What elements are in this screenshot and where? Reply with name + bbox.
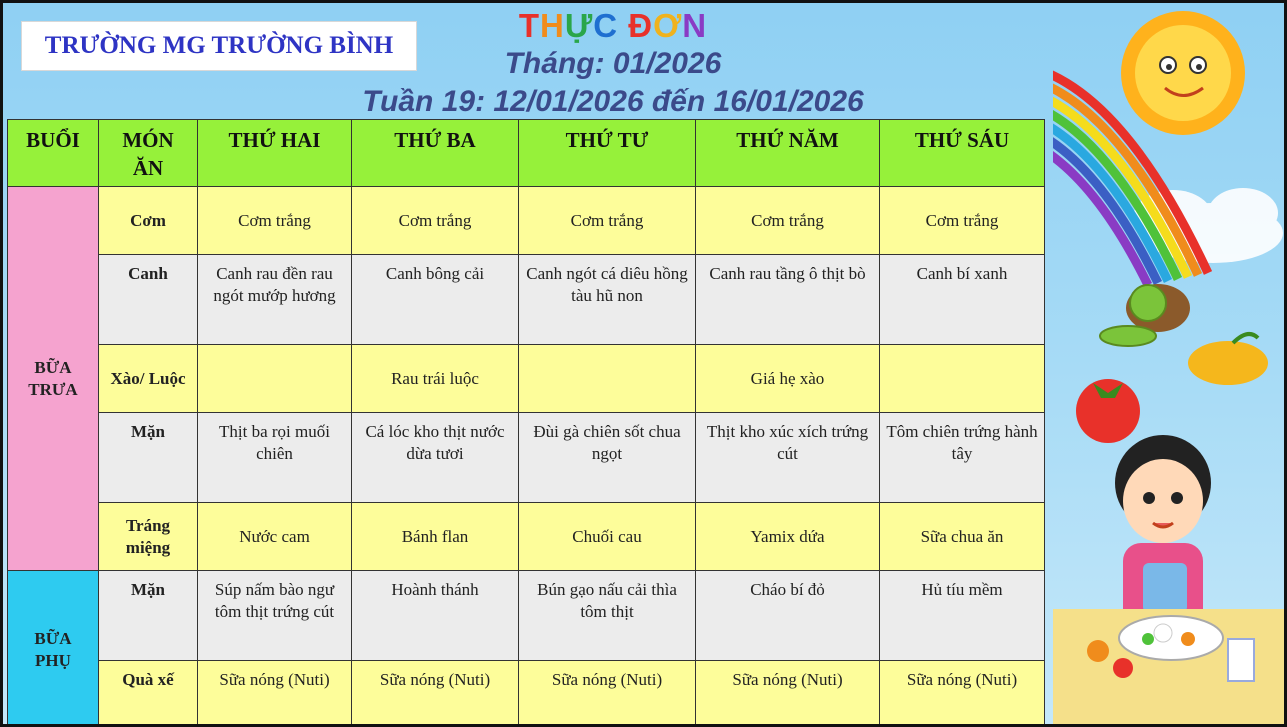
menu-cell: Sữa nóng (Nuti) (696, 661, 880, 727)
table-row (8, 345, 1045, 413)
table-row (8, 503, 1045, 571)
menu-cell: Hoành thánh (352, 571, 519, 661)
kiwi-icon (1100, 284, 1190, 346)
table-row (8, 187, 1045, 255)
menu-title (423, 7, 803, 45)
menu-cell: Chuối cau (519, 503, 696, 571)
menu-cell: Bún gạo nấu cải thìa tôm thịt (519, 571, 696, 661)
milk-glass-icon (1228, 639, 1254, 681)
day-thursday: THỨ NĂM (696, 120, 880, 187)
menu-cell: Cháo bí đỏ (696, 571, 880, 661)
menu-cell: Canh rau đền rau ngót mướp hương (198, 255, 352, 345)
menu-cell: Cơm trắng (519, 187, 696, 255)
menu-cell: Canh bông cải (352, 255, 519, 345)
menu-cell: Đùi gà chiên sốt chua ngọt (519, 413, 696, 503)
menu-cell: Hủ tíu mềm (880, 571, 1045, 661)
menu-cell: Cơm trắng (198, 187, 352, 255)
mango-icon (1188, 334, 1268, 385)
menu-table (7, 119, 1045, 727)
decoration-panel (1053, 3, 1287, 727)
dish-name: Tráng miệng (99, 503, 198, 571)
day-wednesday: THỨ TƯ (519, 120, 696, 187)
menu-cell: Thịt ba rọi muối chiên (198, 413, 352, 503)
food-plate-icon (1119, 616, 1223, 660)
title-letter: Ơ (653, 7, 683, 44)
title-letter: T (518, 7, 541, 44)
menu-cell (880, 345, 1045, 413)
title-letter (618, 7, 628, 45)
menu-cell: Canh rau tầng ô thịt bò (696, 255, 880, 345)
day-friday: THỨ SÁU (880, 120, 1045, 187)
menu-cell: Bánh flan (352, 503, 519, 571)
dish-name: Cơm (99, 187, 198, 255)
snack-label-line2: PHỤ (35, 650, 71, 670)
title-letter: Đ (628, 7, 654, 44)
menu-cell: Sữa chua ăn (880, 503, 1045, 571)
menu-cell: Nước cam (198, 503, 352, 571)
table-row (8, 661, 1045, 727)
menu-cell: Sữa nóng (Nuti) (352, 661, 519, 727)
col-session-header: BUỔI (8, 120, 99, 187)
lunch-label-line1: BỮA (34, 357, 72, 377)
day-tuesday: THỨ BA (352, 120, 519, 187)
menu-cell: Cơm trắng (880, 187, 1045, 255)
menu-cell: Sữa nóng (Nuti) (519, 661, 696, 727)
school-name: TRƯỜNG MG TRƯỜNG BÌNH (21, 21, 417, 71)
menu-cell: Sữa nóng (Nuti) (880, 661, 1045, 727)
menu-cell (198, 345, 352, 413)
menu-cell (519, 345, 696, 413)
table-row (8, 571, 1045, 661)
day-monday: THỨ HAI (198, 120, 352, 187)
title-letter: N (682, 7, 708, 44)
title-letter: Ự (564, 7, 594, 44)
menu-cell: Sữa nóng (Nuti) (198, 661, 352, 727)
lunch-label-line2: TRƯA (28, 379, 78, 399)
menu-cell: Canh bí xanh (880, 255, 1045, 345)
snack-label (8, 571, 99, 727)
dish-name: Mặn (99, 571, 198, 661)
dish-name: Xào/ Luộc (99, 345, 198, 413)
dish-name: Mặn (99, 413, 198, 503)
snack-label-line1: BỮA (34, 628, 72, 648)
dish-name: Quà xế (99, 661, 198, 727)
title-letter: H (540, 7, 565, 44)
sun-icon (1121, 11, 1245, 135)
dish-name: Canh (99, 255, 198, 345)
menu-cell: Cơm trắng (696, 187, 880, 255)
menu-cell: Giá hẹ xào (696, 345, 880, 413)
table-row (8, 413, 1045, 503)
week-label: Tuần 19: 12/01/2026 đến 16/01/2026 (362, 85, 864, 118)
menu-cell: Thịt kho xúc xích trứng cút (696, 413, 880, 503)
menu-cell: Tôm chiên trứng hành tây (880, 413, 1045, 503)
header-row (8, 120, 1045, 187)
col-dish-line1: MÓN (122, 128, 174, 152)
menu-cell: Cá lóc kho thịt nước dừa tươi (352, 413, 519, 503)
lunch-label (8, 187, 99, 571)
month-label: Tháng: 01/2026 (504, 47, 722, 80)
girl-eating-icon (1115, 435, 1211, 633)
table-row (8, 255, 1045, 345)
menu-cell: Súp nấm bào ngư tôm thịt trứng cút (198, 571, 352, 661)
col-dish-line2: ĂN (132, 156, 164, 180)
menu-cell: Rau trái luộc (352, 345, 519, 413)
menu-cell: Canh ngót cá diêu hồng tàu hũ non (519, 255, 696, 345)
title-letter: C (593, 7, 619, 44)
menu-cell: Cơm trắng (352, 187, 519, 255)
tomato-icon (1076, 379, 1140, 443)
menu-cell: Yamix dứa (696, 503, 880, 571)
col-dish-header (99, 120, 198, 187)
